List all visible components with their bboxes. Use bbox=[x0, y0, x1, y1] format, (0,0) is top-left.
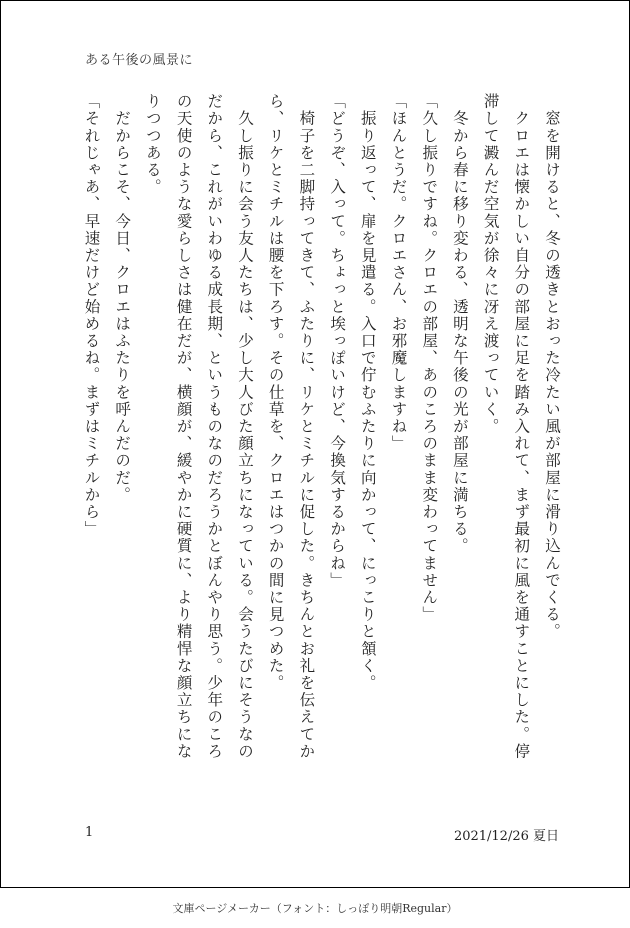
text-line: 滞して澱んだ空気が徐々に冴え渡っていく。 bbox=[481, 93, 500, 435]
text-line: ら、リケとミチルは腰を下ろす。その仕草を、クロエはつかの間に見つめた。 bbox=[266, 93, 285, 692]
date-and-author: 2021/12/26 夏日 bbox=[453, 829, 559, 844]
text-line: だからこそ、今日、クロエはふたりを呼んだのだ。 bbox=[113, 93, 132, 504]
text-line: 振り返って、扉を見遣る。入口で佇むふたりに向かって、にっこりと頷く。 bbox=[358, 93, 377, 692]
text-line: 「ほんとうだ。クロエさん、お邪魔しますね」 bbox=[389, 93, 408, 453]
text-line: 冬から春に移り変わる、透明な午後の光が部屋に満ちる。 bbox=[450, 93, 469, 555]
text-line: クロエは懐かしい自分の部屋に足を踏み入れて、まず最初に風を通すことにした。停 bbox=[512, 93, 531, 760]
text-line: 「それじゃあ、早速だけど始めるね。まずはミチルから」 bbox=[82, 93, 101, 538]
text-line: 「どうぞ、入って。ちょっと埃っぽいけど、今換気するからね」 bbox=[328, 93, 347, 589]
vertical-text-body bbox=[76, 93, 567, 815]
maker-caption: 文庫ページメーカー（フォント：しっぽり明朝Regular） bbox=[172, 902, 458, 915]
text-line: 椅子を二脚持ってきて、ふたりに、リケとミチルに促した。きちんとお礼を伝えてか bbox=[297, 93, 316, 760]
running-title: ある午後の風景に bbox=[85, 53, 194, 68]
text-line: 「久し振りですね。クロエの部屋、あのころのまま変わってません」 bbox=[420, 93, 439, 624]
text-line: 久し振りに会う友人たちは、少し大人びた顔立ちになっている。会うたびにそうなの bbox=[235, 93, 254, 760]
page-number: 1 bbox=[85, 825, 94, 840]
text-line: の天使のような愛らしさは健在だが、横顔が、緩やかに硬質に、より精悍な顔立ちにな bbox=[174, 93, 193, 760]
text-line: りつつある。 bbox=[143, 93, 162, 196]
text-line: だから、これがいわゆる成長期、というものなのだろうかとぼんやり思う。少年のころ bbox=[205, 93, 224, 760]
text-line: 窓を開けると、冬の透きとおった冷たい風が部屋に滑り込んでくる。 bbox=[543, 93, 561, 641]
